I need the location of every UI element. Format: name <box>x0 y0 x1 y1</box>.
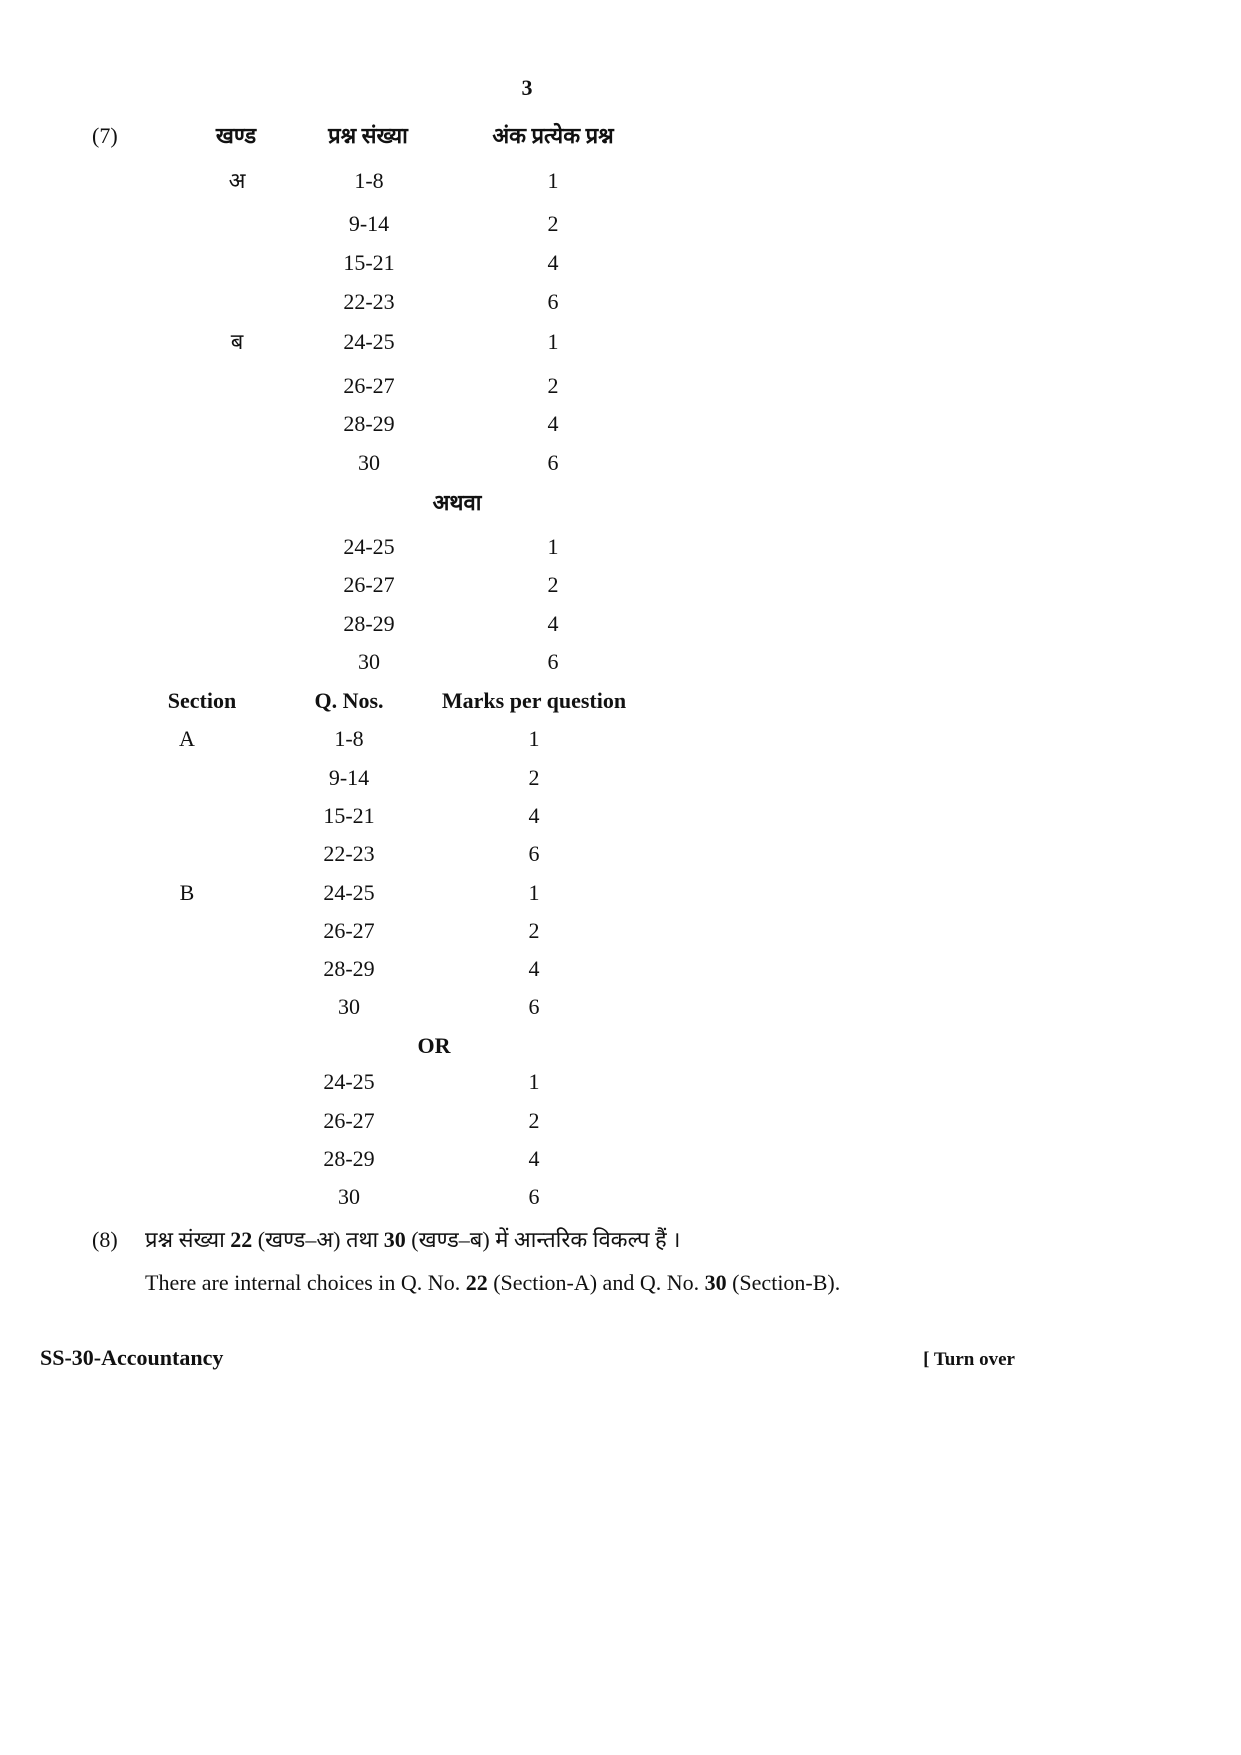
section-label: अ <box>228 168 246 193</box>
question-numbers: 28-29 <box>323 956 375 981</box>
section-label: ब <box>230 329 244 354</box>
table-row <box>0 450 1241 476</box>
marks-per-question: 6 <box>547 649 559 674</box>
marks-per-question: 1 <box>547 534 559 559</box>
footer-paper-code: SS-30-Accountancy <box>40 1345 224 1370</box>
table-row <box>0 1146 1241 1172</box>
marks-per-question: 6 <box>528 841 540 866</box>
question-numbers: 28-29 <box>343 611 395 636</box>
item-8-number: (8) <box>92 1227 118 1252</box>
marks-per-question: 2 <box>528 918 540 943</box>
question-number-bold: 30 <box>704 1270 727 1295</box>
question-numbers: 24-25 <box>323 1069 375 1094</box>
marks-per-question: 4 <box>547 411 559 436</box>
header-section: Section <box>167 688 237 713</box>
question-numbers: 9-14 <box>348 211 390 236</box>
text-segment: (खण्ड–अ) तथा <box>252 1227 384 1252</box>
marks-per-question: 1 <box>547 168 559 193</box>
question-number-bold: 30 <box>383 1227 406 1252</box>
table-row <box>0 1108 1241 1134</box>
marks-per-question: 1 <box>547 329 559 354</box>
question-numbers: 22-23 <box>323 841 375 866</box>
header-marks-per-question: अंक प्रत्येक प्रश्न <box>492 123 614 148</box>
table-row <box>0 765 1241 791</box>
footer-turn-over: [ Turn over <box>923 1349 1015 1370</box>
table-row <box>0 994 1241 1020</box>
or-row <box>0 490 1241 516</box>
question-numbers: 1-8 <box>354 168 384 193</box>
page-number: 3 <box>521 75 533 100</box>
marks-per-question: 6 <box>528 994 540 1019</box>
question-numbers: 1-8 <box>334 726 364 751</box>
table-row <box>0 956 1241 982</box>
table-header-row <box>0 123 1241 149</box>
table-row <box>0 611 1241 637</box>
item-8-english-text <box>145 1270 840 1296</box>
marks-per-question: 2 <box>528 765 540 790</box>
header-section: खण्ड <box>215 123 257 148</box>
marks-per-question: 4 <box>547 250 559 275</box>
question-numbers: 30 <box>338 994 360 1019</box>
question-numbers: 30 <box>338 1184 360 1209</box>
question-numbers: 26-27 <box>323 1108 375 1133</box>
question-numbers: 22-23 <box>343 289 395 314</box>
marks-per-question: 1 <box>528 726 540 751</box>
table-row <box>0 168 1241 194</box>
marks-per-question: 4 <box>528 803 540 828</box>
text-segment: There are internal choices in Q. No. <box>145 1270 466 1295</box>
marks-per-question: 4 <box>528 1146 540 1171</box>
header-question-numbers: प्रश्न संख्या <box>328 123 408 148</box>
question-numbers: 30 <box>358 450 380 475</box>
question-numbers: 24-25 <box>343 534 395 559</box>
or-row <box>0 1033 1241 1059</box>
question-numbers: 28-29 <box>323 1146 375 1171</box>
marks-per-question: 2 <box>547 572 559 597</box>
question-numbers: 28-29 <box>343 411 395 436</box>
question-numbers: 15-21 <box>323 803 375 828</box>
section-label: B <box>179 880 195 905</box>
marks-per-question: 6 <box>528 1184 540 1209</box>
header-marks-per-question: Marks per question <box>441 688 627 713</box>
table-row <box>0 649 1241 675</box>
question-numbers: 26-27 <box>343 373 395 398</box>
table-row <box>0 841 1241 867</box>
table-row <box>0 918 1241 944</box>
table-row <box>0 726 1241 752</box>
marks-per-question: 6 <box>547 289 559 314</box>
table-row <box>0 411 1241 437</box>
question-numbers: 24-25 <box>343 329 395 354</box>
marks-per-question: 2 <box>528 1108 540 1133</box>
question-numbers: 9-14 <box>328 765 370 790</box>
marks-per-question: 2 <box>547 373 559 398</box>
or-label: OR <box>417 1033 451 1058</box>
question-numbers: 15-21 <box>343 250 395 275</box>
or-label: अथवा <box>432 490 482 515</box>
table-header-row <box>0 688 1241 714</box>
question-number-bold: 22 <box>230 1227 253 1252</box>
marks-per-question: 4 <box>528 956 540 981</box>
item-8-hindi-text <box>145 1227 681 1253</box>
table-row <box>0 211 1241 237</box>
table-row <box>0 329 1241 355</box>
item-7-number: (7) <box>92 123 118 148</box>
table-row <box>0 373 1241 399</box>
table-row <box>0 803 1241 829</box>
table-row <box>0 572 1241 598</box>
text-segment: (Section-A) and Q. No. <box>487 1270 705 1295</box>
table-row <box>0 289 1241 315</box>
table-row <box>0 1184 1241 1210</box>
marks-per-question: 6 <box>547 450 559 475</box>
question-numbers: 24-25 <box>323 880 375 905</box>
marks-per-question: 1 <box>528 880 540 905</box>
question-numbers: 26-27 <box>343 572 395 597</box>
table-row <box>0 250 1241 276</box>
marks-per-question: 4 <box>547 611 559 636</box>
header-question-numbers: Q. Nos. <box>314 688 384 713</box>
text-segment: प्रश्न संख्या <box>145 1227 231 1252</box>
marks-per-question: 1 <box>528 1069 540 1094</box>
question-numbers: 30 <box>358 649 380 674</box>
table-row <box>0 1069 1241 1095</box>
text-segment: (Section-B). <box>726 1270 841 1295</box>
question-number-bold: 22 <box>465 1270 488 1295</box>
marks-per-question: 2 <box>547 211 559 236</box>
text-segment: (खण्ड–ब) में आन्तरिक विकल्प हैं । <box>405 1227 681 1252</box>
section-label: A <box>179 726 195 751</box>
question-numbers: 26-27 <box>323 918 375 943</box>
table-row <box>0 534 1241 560</box>
table-row <box>0 880 1241 906</box>
